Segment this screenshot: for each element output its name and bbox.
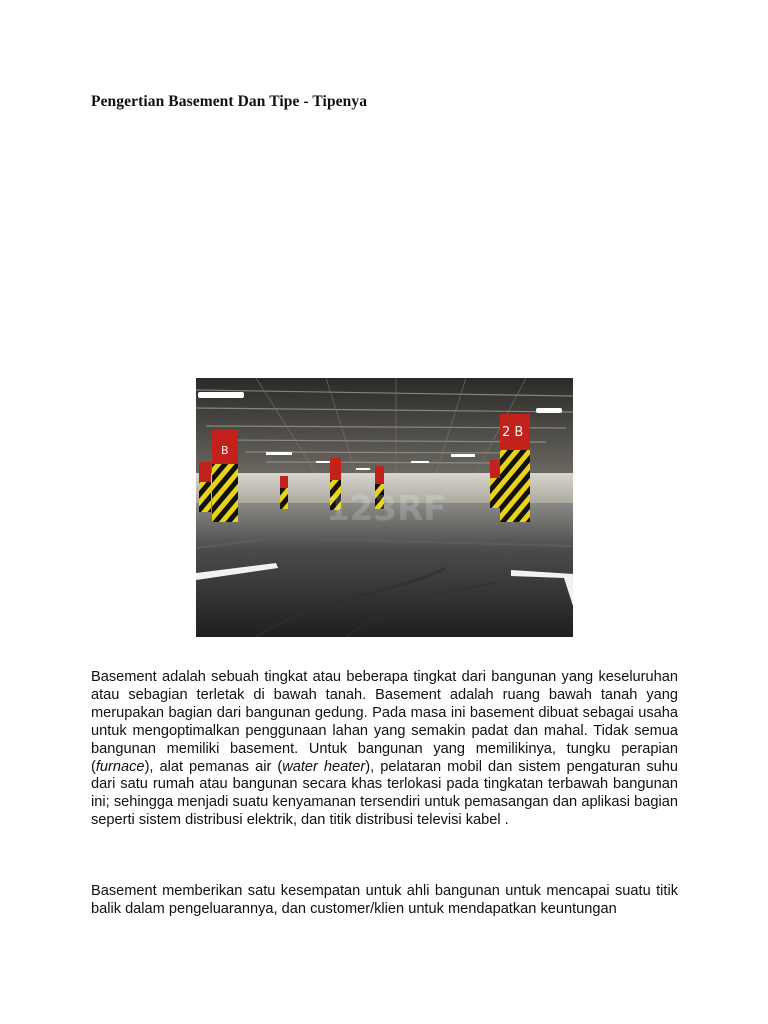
watermark: 123RF: [326, 489, 447, 529]
paragraph-1: [91, 669, 678, 830]
paragraph-1-part-2: ), alat pemanas air (: [144, 758, 283, 775]
paragraph-1-part-3: ), pelataran mobil dan sistem pengaturan suhu dari satu rumah atau bangunan secara khas terlokasi pada tingkatan terbawah bangunan ini; sehingga menjadi suatu kenyamanan tersendiri untuk pemasangan dan aplikasi bagian seperti sistem distribusi elektrik, dan titik distribusi televisi kabel .: [91, 758, 679, 829]
document-title: Pengertian Basement Dan Tipe - Tipenya: [91, 93, 368, 110]
italic-term-furnace: furnace: [95, 758, 145, 775]
pillar-label-left: B: [221, 444, 229, 457]
paragraph-2: Basement memberikan satu kesempatan untuk ahli bangunan untuk mencapai suatu titik balik dalam pengeluarannya, dan customer/klien untuk mendapatkan keuntungan: [91, 883, 678, 917]
pillar-label-right: 2 B: [502, 425, 524, 440]
paragraph-1-part-1: Basement adalah sebuah tingkat atau beberapa tingkat dari bangunan yang keseluruhan atau sebagian terletak di bawah tanah. Basement adalah ruang bawah tanah yang merupakan bagian dari bangunan gedung. Pada masa ini basement dibuat sebagai usaha untuk mengoptimalkan penggunaan lahan yang semakin padat dan mahal. Tidak semua bangunan memiliki basement. Untuk bangunan yang memilikinya, tungku perapian (: [91, 669, 678, 775]
parking-basement-photo: [196, 378, 573, 637]
italic-term-water-heater: water heater: [282, 758, 366, 775]
